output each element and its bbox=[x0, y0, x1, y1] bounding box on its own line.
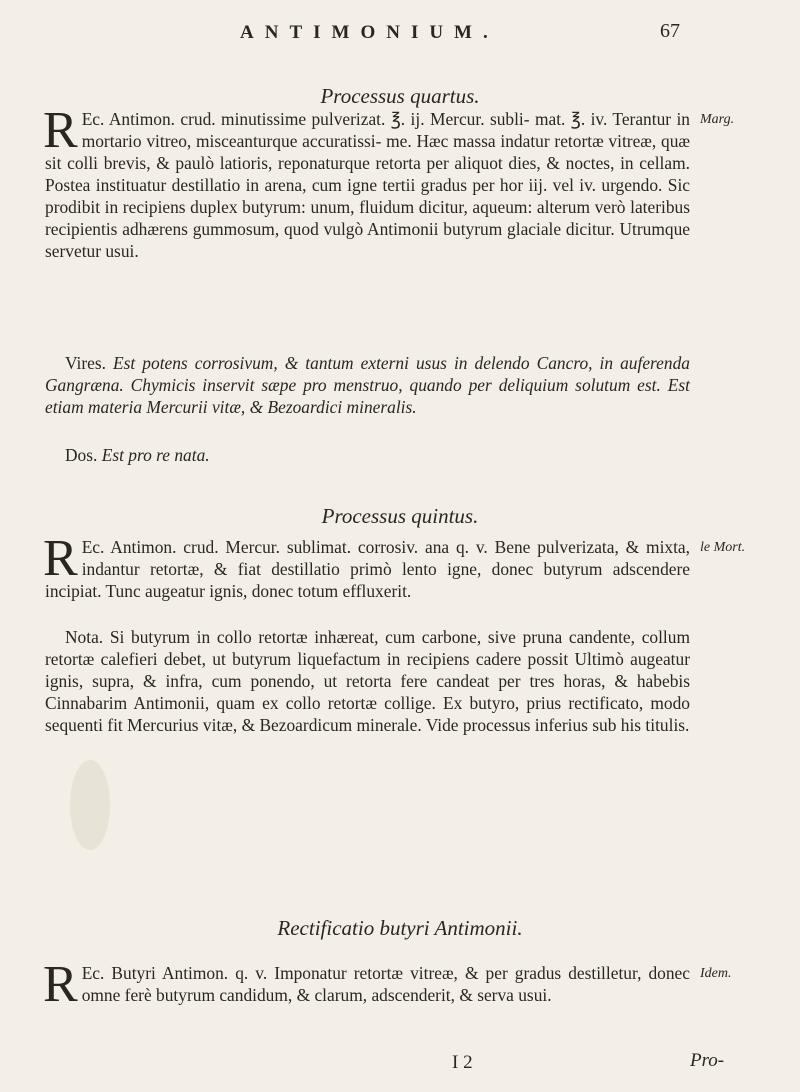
section-heading-3: Rectificatio butyri Antimonii. bbox=[277, 916, 523, 940]
dropcap: R bbox=[43, 530, 78, 587]
dropcap: R bbox=[43, 102, 78, 159]
paragraph-text: Si butyrum in collo retortæ inhæreat, cum carbone, sive pruna candente, collum retortæ calefieri debet, ut butyrum liquefactum in recipiens cadere possit Ultimò augeatur ignis, supra, & infra, cum ponendo, ut retorta fere candeat per tres horas, & habebis Cinnabarim Antimonii, quam ex collo retortæ collige. Ex butyro, prius rectificato, modo sequenti fit Mercurius vitæ, & Bezoardicum minerale. Vide processus inferius sub his titulis. bbox=[45, 627, 690, 735]
signature-mark: I 2 bbox=[452, 1052, 473, 1073]
paragraph-2-1 bbox=[43, 530, 690, 602]
paper-stain bbox=[70, 760, 110, 850]
paragraph-1-2 bbox=[45, 352, 690, 418]
paragraph-3-1 bbox=[43, 956, 690, 1013]
paragraph-2-2 bbox=[45, 626, 690, 736]
paragraph-lead: Vires. bbox=[65, 353, 106, 373]
section-heading-1: Processus quartus. bbox=[320, 84, 480, 108]
paragraph-text: Est pro re nata. bbox=[101, 445, 210, 465]
paragraph-lead: Dos. bbox=[65, 445, 98, 465]
catchword: Pro- bbox=[690, 1050, 725, 1071]
margin-note-3: Idem. bbox=[700, 966, 732, 981]
running-head: ANTIMONIUM. bbox=[240, 22, 499, 43]
paragraph-1-3 bbox=[45, 444, 690, 466]
page-number: 67 bbox=[660, 20, 680, 42]
margin-note-2: le Mort. bbox=[700, 540, 746, 555]
paragraph-text: Est potens corrosivum, & tantum externi usus in delendo Cancro, in auferenda Gangræna. Chymicis inservit sæpe pro menstruo, quando per deliquium solutum est. Est etiam materia Mercurii vitæ, & Bezoardici mineralis. bbox=[45, 353, 690, 417]
dropcap: R bbox=[43, 956, 78, 1013]
paragraph-1-1 bbox=[43, 102, 690, 262]
margin-note-1: Marg. bbox=[700, 112, 735, 127]
paragraph-text: Ec. Antimon. crud. Mercur. sublimat. corrosiv. ana q. v. Bene pulverizata, & mixta, indantur retortæ, & fiat destillatio primò lento igne, donec butyrum adscendere incipiat. Tunc augeatur ignis, donec totum effluxerit. bbox=[45, 537, 690, 601]
paragraph-text: Ec. Butyri Antimon. q. v. Imponatur retortæ vitreæ, & per gradus destilletur, donec omne ferè butyrum candidum, & clarum, adscenderit, & serva usui. bbox=[81, 963, 690, 1005]
section-heading-2: Processus quintus. bbox=[321, 504, 479, 528]
paragraph-lead: Nota. bbox=[65, 627, 104, 647]
paragraph-text: Ec. Antimon. crud. minutissime pulverizat. ℥. ij. Mercur. subli- mat. ℥. iv. Terantur in mortario vitreo, misceanturque accuratissi- me. Hæc massa indatur retortæ vitreæ, quæ sit colli brevis, & paulò latioris, reponaturque retorta per aliquot dies, & noctes, in cellam. Postea instituatur destillatio in arena, cum igne tertii gradus per hor iij. vel iv. urgendo. Sic prodibit in recipiens duplex butyrum: unum, fluidum dicitur, aqueum: alterum verò lateribus recipientis adhærens gummosum, quod vulgò Antimonii butyrum glaciale dicitur. Utrumque servetur usui. bbox=[45, 109, 690, 261]
